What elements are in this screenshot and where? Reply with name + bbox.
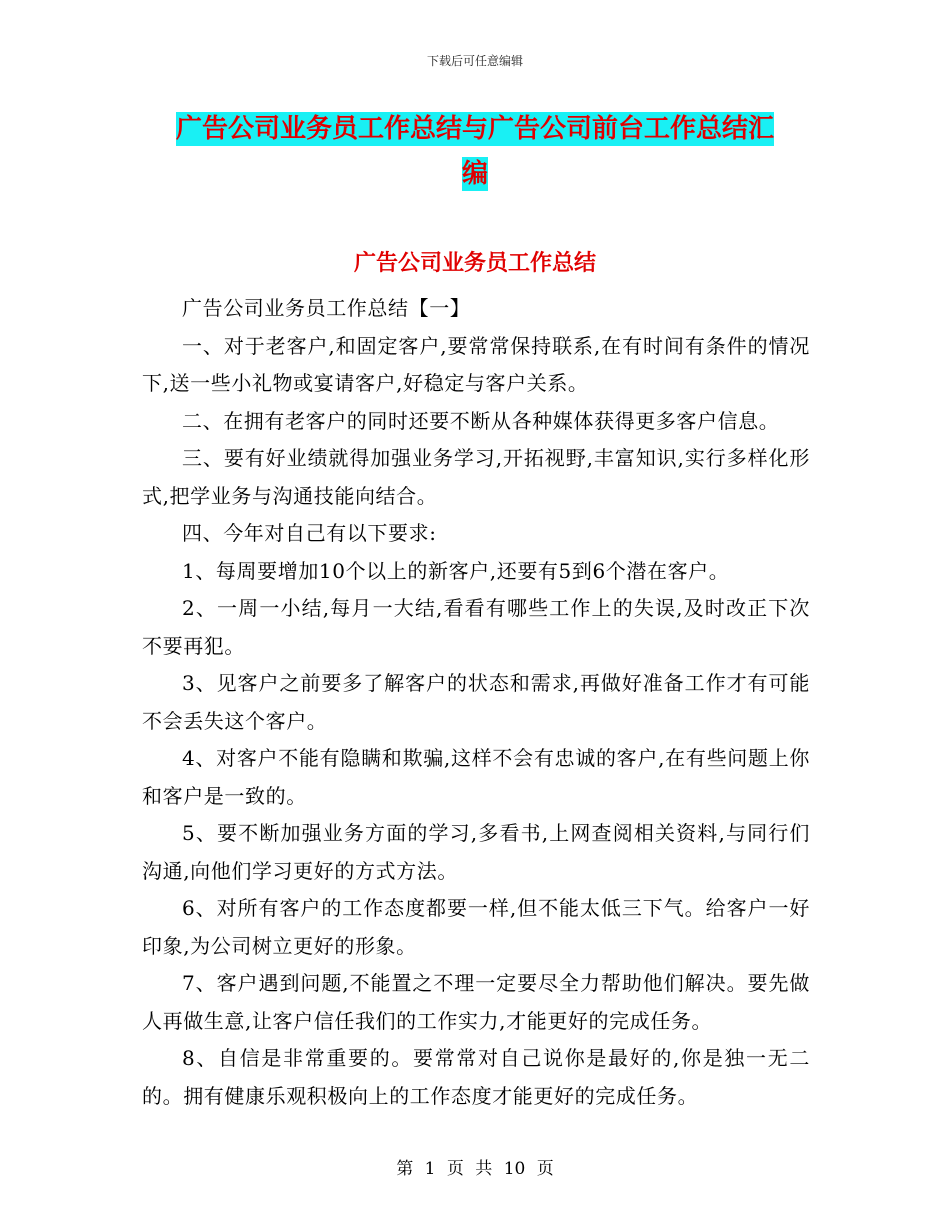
list-item: 7、客户遇到问题,不能置之不理一定要尽全力帮助他们解决。要先做人再做生意,让客户信任我们的工作实力,才能更好的完成任务。 — [142, 971, 810, 1033]
list-item: 8、自信是非常重要的。要常常对自己说你是最好的,你是独一无二的。拥有健康乐观积极向上的工作态度才能更好的完成任务。 — [142, 1046, 810, 1108]
list-item: 1、每周要增加10个以上的新客户,还要有5到6个潜在客户。 — [182, 558, 730, 583]
paragraph: 四、今年对自己有以下要求: — [182, 521, 437, 545]
main-title-line-1 — [0, 111, 950, 147]
paragraph: 二、在拥有老客户的同时还要不断从各种媒体获得更多客户信息。 — [182, 408, 780, 433]
main-title-line-1-text: 广告公司业务员工作总结与广告公司前台工作总结汇 — [175, 114, 774, 144]
main-title-line-2 — [0, 156, 950, 192]
page-footer: 第 1 页 共 10 页 — [396, 1159, 554, 1179]
list-item: 3、见客户之前要多了解客户的状态和需求,再做好准备工作才有可能不会丢失这个客户。 — [142, 671, 810, 733]
paragraph: 一、对于老客户,和固定客户,要常常保持联系,在有时间有条件的情况下,送一些小礼物或宴请客户,好稳定与客户关系。 — [142, 333, 810, 395]
header-note: 下载后可任意编辑 — [426, 54, 523, 68]
main-title-line-2-text: 编 — [461, 159, 488, 189]
paragraph-subheading: 广告公司业务员工作总结【一】 — [182, 296, 471, 320]
section-title: 广告公司业务员工作总结 — [353, 251, 596, 276]
list-item: 4、对客户不能有隐瞒和欺骗,这样不会有忠诚的客户,在有些问题上你和客户是一致的。 — [142, 746, 810, 808]
document-body — [142, 290, 810, 1115]
list-item: 5、要不断加强业务方面的学习,多看书,上网查阅相关资料,与同行们沟通,向他们学习更好的方式方法。 — [142, 821, 810, 883]
paragraph: 三、要有好业绩就得加强业务学习,开拓视野,丰富知识,实行多样化形式,把学业务与沟通技能向结合。 — [142, 446, 810, 508]
list-item: 2、一周一小结,每月一大结,看看有哪些工作上的失误,及时改正下次不要再犯。 — [142, 596, 810, 658]
list-item: 6、对所有客户的工作态度都要一样,但不能太低三下气。给客户一好印象,为公司树立更好的形象。 — [142, 896, 810, 958]
